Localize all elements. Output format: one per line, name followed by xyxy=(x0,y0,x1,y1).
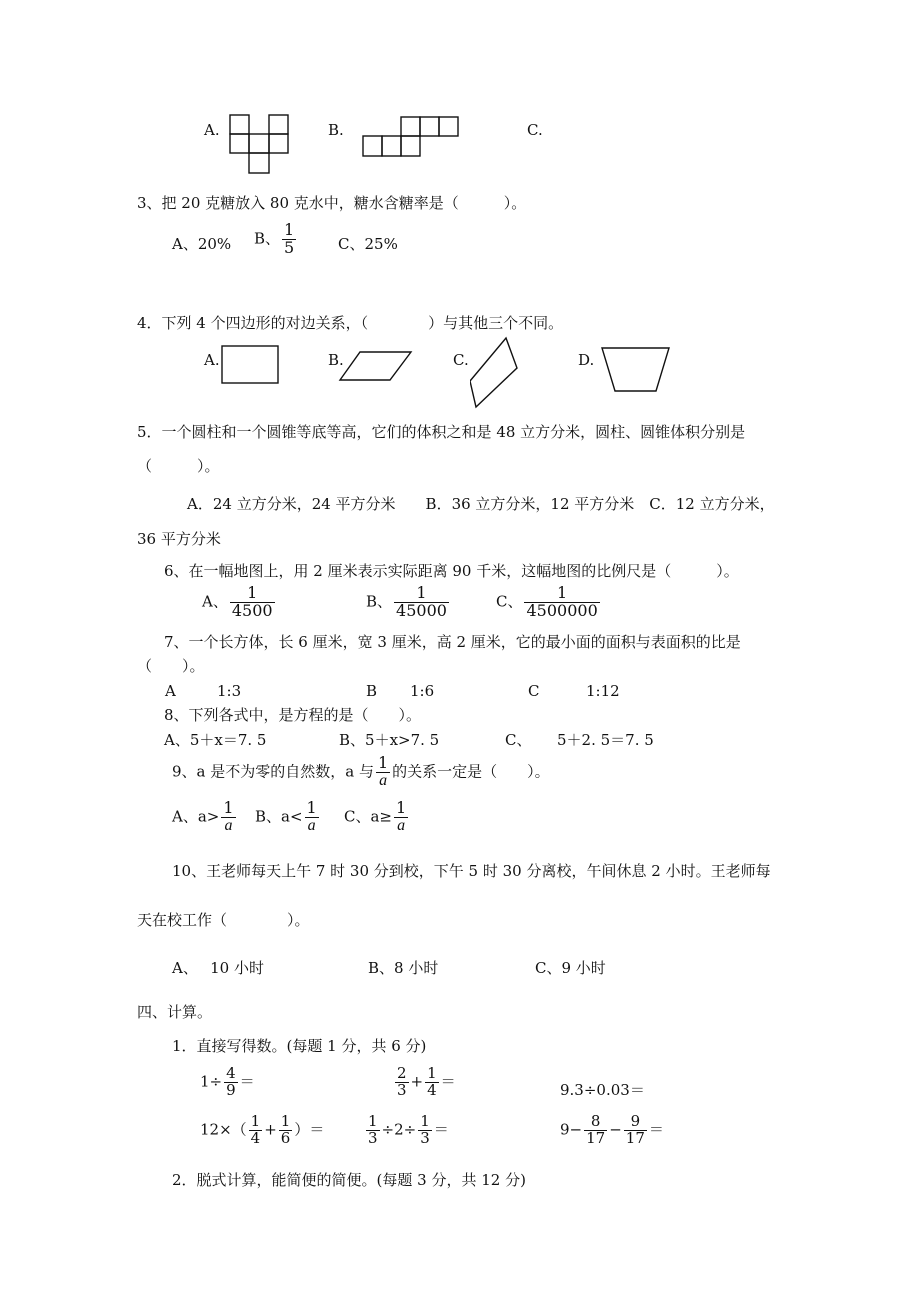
fraction-denominator: 4 xyxy=(427,1080,437,1099)
expression-5-post: ＝ xyxy=(433,1120,449,1139)
expression-1 xyxy=(200,1066,255,1099)
q5-line-4: 36 平方分米 xyxy=(137,530,221,548)
q3-option-a: A、20% xyxy=(172,235,232,253)
q9-option-a-fraction xyxy=(221,800,235,835)
parallelogram-shape xyxy=(338,350,414,382)
expression-1-post: ＝ xyxy=(239,1072,255,1091)
net-c-label: C. xyxy=(527,121,543,139)
q7-option-b-value: 1:6 xyxy=(410,682,435,700)
trapezoid-shape xyxy=(600,346,672,394)
fraction-numerator: 1 xyxy=(427,1064,437,1082)
expression-5-fraction-1 xyxy=(366,1114,380,1147)
q9-option-b-pre: B、a< xyxy=(255,807,303,826)
q9-option-a-pre: A、a> xyxy=(172,807,220,826)
q3-option-b-prefix: B、 xyxy=(254,229,281,248)
q6-option-b xyxy=(366,585,451,620)
fraction-denominator: a xyxy=(307,816,316,834)
q6-option-a xyxy=(202,585,277,620)
q7-option-b-letter: B xyxy=(366,682,378,700)
rhombus-shape xyxy=(470,336,520,410)
expression-5-middle: ÷2÷ xyxy=(381,1120,417,1139)
q6-option-c-prefix: C、 xyxy=(496,592,523,611)
expression-6-fraction-1 xyxy=(584,1114,607,1147)
q6-option-b-prefix: B、 xyxy=(366,592,393,611)
fraction-denominator: 3 xyxy=(420,1128,430,1147)
q4-stem: 4．下列 4 个四边形的对边关系，（ ）与其他三个不同。 xyxy=(137,314,564,332)
q7-option-a-value: 1:3 xyxy=(217,682,242,700)
q6-option-a-prefix: A、 xyxy=(202,592,228,611)
expression-3: 9.3÷0.03＝ xyxy=(560,1081,645,1099)
fraction-denominator: 9 xyxy=(226,1080,236,1099)
q6-option-c xyxy=(496,585,602,620)
fraction-numerator: 1 xyxy=(223,798,234,817)
q7-line-2: （ ）。 xyxy=(137,657,205,675)
q4-d-label: D. xyxy=(578,351,595,369)
q3-stem: 3、把 20 克糖放入 80 克水中，糖水含糖率是（ ）。 xyxy=(137,194,527,212)
expression-4-operator: + xyxy=(264,1120,277,1139)
q8-option-b: B、5＋x>7. 5 xyxy=(339,731,440,749)
expression-2 xyxy=(393,1066,456,1099)
q9-option-c-pre: C、a≥ xyxy=(344,807,392,826)
q9-stem-post: 的关系一定是（ ）。 xyxy=(392,762,550,781)
expression-6-operator: − xyxy=(609,1120,622,1139)
net-b-label: B. xyxy=(328,121,344,139)
q8-option-a: A、5＋x＝7. 5 xyxy=(164,731,267,749)
fraction-numerator: 1 xyxy=(524,585,599,603)
fraction-numerator: 9 xyxy=(624,1114,647,1131)
fraction-denominator: 5 xyxy=(284,237,295,257)
q5-line-1: 5．一个圆柱和一个圆锥等底等高，它们的体积之和是 48 立方分米，圆柱、圆锥体积分别是 xyxy=(137,423,746,441)
section-4-title: 四、计算。 xyxy=(137,1003,213,1021)
fraction-numerator: 8 xyxy=(584,1114,607,1131)
expression-4-fraction-2 xyxy=(279,1114,293,1147)
expression-6-pre: 9− xyxy=(560,1120,583,1139)
q10-option-a: A、 10 小时 xyxy=(172,959,264,977)
q6-stem: 6、在一幅地图上，用 2 厘米表示实际距离 90 千米，这幅地图的比例尺是（ ）。 xyxy=(164,562,739,580)
fraction-denominator: a xyxy=(224,816,233,834)
q4-b-label: B. xyxy=(328,351,344,369)
q8-option-c-expression: 5＋2. 5＝7. 5 xyxy=(557,731,654,749)
fraction-numerator: 1 xyxy=(368,1112,378,1130)
fraction-numerator: 1 xyxy=(284,220,295,239)
fraction-denominator: 17 xyxy=(625,1128,645,1147)
q9-stem xyxy=(172,755,550,790)
fraction-numerator: 1 xyxy=(280,1112,291,1130)
net-a-figure xyxy=(229,114,291,176)
fraction-numerator: 1 xyxy=(230,585,275,603)
fraction-denominator: 17 xyxy=(586,1128,606,1147)
q5-options: A．24 立方分米，24 平方分米 B．36 立方分米，12 平方分米 C．12 立方分米， xyxy=(187,495,775,513)
q6-option-c-fraction xyxy=(524,585,599,620)
fraction-denominator: 4500 xyxy=(231,600,273,620)
q8-option-c-label: C、 xyxy=(505,731,532,749)
q7-option-c-value: 1:12 xyxy=(586,682,620,700)
expression-4-fraction-1 xyxy=(249,1114,263,1147)
q9-stem-pre: 9、a 是不为零的自然数，a 与 xyxy=(172,762,374,781)
expression-2-post: ＝ xyxy=(440,1072,456,1091)
fraction-numerator: 1 xyxy=(396,798,407,817)
fraction-numerator: 1 xyxy=(306,798,317,817)
q7-line-1: 7、一个长方体，长 6 厘米，宽 3 厘米，高 2 厘米，它的最小面的面积与表面积的比是 xyxy=(164,633,741,651)
q3-option-b-fraction xyxy=(282,222,296,257)
expression-4 xyxy=(200,1114,324,1147)
expression-1-pre: 1÷ xyxy=(200,1072,223,1091)
expression-2-fraction-1 xyxy=(395,1066,409,1099)
q9-option-c xyxy=(344,800,410,835)
fraction-denominator: 45000 xyxy=(396,600,447,620)
fraction-denominator: 3 xyxy=(368,1128,378,1147)
q3-option-b xyxy=(254,222,298,257)
fraction-numerator: 1 xyxy=(377,753,389,772)
section-4-sub-1: 1．直接写得数。(每题 1 分，共 6 分) xyxy=(172,1037,427,1055)
q6-option-b-fraction xyxy=(394,585,449,620)
fraction-numerator: 4 xyxy=(226,1064,236,1082)
fraction-denominator: a xyxy=(397,816,406,834)
fraction-numerator: 1 xyxy=(394,585,449,603)
q4-c-label: C. xyxy=(453,351,469,369)
fraction-denominator: 3 xyxy=(397,1080,407,1099)
rectangle-shape xyxy=(220,344,280,386)
expression-6-post: ＝ xyxy=(648,1120,664,1139)
q9-option-a xyxy=(172,800,238,835)
expression-2-fraction-2 xyxy=(425,1066,439,1099)
fraction-numerator: 1 xyxy=(250,1112,261,1130)
section-4-sub-2: 2．脱式计算，能简便的简便。(每题 3 分，共 12 分) xyxy=(172,1171,526,1189)
q10-option-b: B、8 小时 xyxy=(368,959,439,977)
fraction-denominator: a xyxy=(379,771,388,789)
q3-option-c: C、25% xyxy=(338,235,398,253)
q10-option-c: C、9 小时 xyxy=(535,959,606,977)
fraction-numerator: 1 xyxy=(420,1112,430,1130)
q8-stem: 8、下列各式中，是方程的是（ ）。 xyxy=(164,706,422,724)
q5-line-2: （ ）。 xyxy=(137,457,220,475)
q10-line-2: 天在校工作（ ）。 xyxy=(137,911,310,929)
expression-4-post: ）＝ xyxy=(294,1120,325,1139)
expression-5 xyxy=(364,1114,449,1147)
q9-stem-fraction xyxy=(376,755,390,790)
expression-2-operator: + xyxy=(410,1072,424,1091)
q9-option-b xyxy=(255,800,321,835)
fraction-denominator: 6 xyxy=(280,1128,291,1147)
expression-6 xyxy=(560,1114,664,1147)
q10-line-1: 10、王老师每天上午 7 时 30 分到校，下午 5 时 30 分离校，午间休息 2 小时。王老师每 xyxy=(172,862,771,880)
q7-option-a-letter: A xyxy=(165,682,176,700)
expression-5-fraction-2 xyxy=(418,1114,432,1147)
q6-option-a-fraction xyxy=(230,585,275,620)
expression-6-fraction-2 xyxy=(624,1114,647,1147)
fraction-numerator: 2 xyxy=(397,1064,407,1082)
q9-option-b-fraction xyxy=(305,800,319,835)
q4-a-label: A. xyxy=(204,351,220,369)
fraction-denominator: 4500000 xyxy=(526,600,598,620)
q9-option-c-fraction xyxy=(394,800,408,835)
expression-1-fraction xyxy=(224,1066,238,1099)
q7-option-c-letter: C xyxy=(528,682,540,700)
net-a-label: A. xyxy=(204,121,220,139)
expression-4-pre: 12×（ xyxy=(200,1120,247,1139)
fraction-denominator: 4 xyxy=(250,1128,261,1147)
net-b-figure xyxy=(361,115,461,159)
